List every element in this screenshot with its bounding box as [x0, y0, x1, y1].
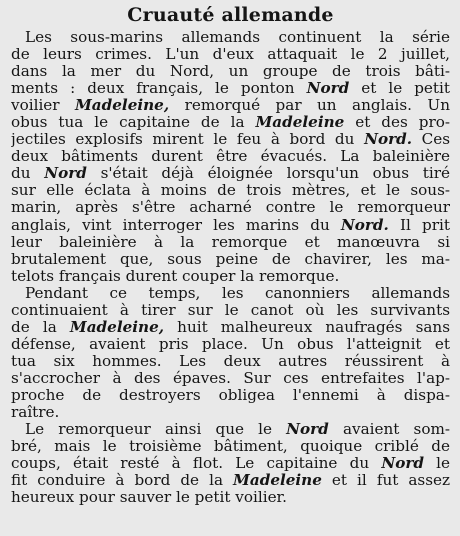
- ship-name: Madeleine,: [69, 318, 165, 336]
- text-run: voilier: [11, 97, 75, 115]
- text-line: [11, 387, 450, 404]
- text-run: et des pro-: [344, 114, 450, 132]
- text-line: [11, 29, 450, 46]
- text-line: [11, 199, 450, 216]
- text-run: marin, après s'être acharné contre le remorqueur: [11, 199, 450, 217]
- text-line: [11, 131, 450, 148]
- text-run: tua six hommes. Les deux autres réussirent à: [11, 352, 450, 370]
- text-line: [11, 217, 450, 234]
- text-line: [11, 251, 450, 268]
- text-run: continuaient à tirer sur le canot où les survivants: [11, 301, 450, 319]
- text-line: [11, 114, 450, 131]
- article-title: Cruauté allemande: [127, 4, 334, 26]
- text-run: avaient som-: [328, 421, 450, 439]
- text-line: [11, 268, 450, 285]
- text-line: [11, 404, 450, 421]
- ship-name: Madeleine: [255, 114, 345, 132]
- ship-name: Nord: [306, 80, 350, 98]
- text-run: anglais, vint interroger les marins du: [11, 216, 341, 234]
- ship-name: Nord: [381, 455, 424, 473]
- text-run: de leurs crimes. L'un d'eux attaquait le 2 juillet,: [11, 46, 450, 64]
- text-line: [11, 319, 450, 336]
- text-run: le: [423, 455, 450, 473]
- text-run: et le petit: [349, 80, 450, 98]
- text-run: jectiles explosifs mirent le feu à bord du: [11, 131, 365, 149]
- text-run: Ces: [411, 131, 450, 149]
- text-run: leur baleinière à la remorque et manœuvra si: [11, 233, 450, 251]
- text-run: Il prit: [388, 216, 450, 234]
- text-line: [11, 302, 450, 319]
- text-run: défense, avaient pris place. Un obus l'atteignit et: [11, 335, 450, 353]
- text-line: [11, 438, 450, 455]
- text-line: [11, 455, 450, 472]
- text-line: [11, 80, 450, 97]
- text-line: [11, 148, 450, 165]
- text-run: du: [11, 165, 45, 183]
- ship-name: Nord: [44, 165, 87, 183]
- text-line: [11, 353, 450, 370]
- text-run: s'accrocher à des épaves. Sur ces entrefaites l'ap-: [11, 369, 450, 387]
- text-run: fit conduire à bord de la: [11, 472, 234, 490]
- ship-name: Nord.: [340, 216, 389, 234]
- text-run: brutalement que, sous peine de chavirer, les ma-: [11, 250, 450, 268]
- text-run: ments : deux français, le ponton: [11, 80, 307, 98]
- text-run: Pendant ce temps, les canonniers allemands: [25, 284, 450, 302]
- text-run: proche de destroyers obligea l'ennemi à dispa-: [11, 386, 450, 404]
- text-run: de la: [11, 318, 70, 336]
- text-line: [11, 285, 450, 302]
- text-line: [11, 421, 450, 438]
- text-run: Les sous-marins allemands continuent la série: [25, 29, 450, 46]
- text-run: huit malheureux naufragés sans: [164, 318, 450, 336]
- text-run: dans la mer du Nord, un groupe de trois bâti-: [11, 63, 450, 81]
- text-run: remorqué par un anglais. Un: [169, 97, 450, 115]
- ship-name: Nord: [286, 421, 329, 439]
- text-line: [11, 63, 450, 80]
- text-line: [11, 182, 450, 199]
- text-run: obus tua le capitaine de la: [11, 114, 256, 132]
- text-run: coups, était resté à flot. Le capitaine du: [11, 455, 382, 473]
- text-line: [11, 370, 450, 387]
- ship-name: Madeleine: [233, 472, 322, 490]
- text-run: Le remorqueur ainsi que le: [25, 421, 287, 439]
- text-line: [11, 165, 450, 182]
- article-body: [11, 29, 450, 506]
- text-line: [11, 234, 450, 251]
- text-run: s'était déjà éloignée lorsqu'un obus tiré: [86, 165, 450, 183]
- text-run: deux bâtiments durent être évacués. La baleinière: [11, 148, 450, 166]
- text-run: bré, mais le troisième bâtiment, quoique criblé de: [11, 438, 450, 456]
- text-run: sur elle éclata à moins de trois mètres, et le sous-: [11, 182, 450, 200]
- text-line: [11, 336, 450, 353]
- text-run: et il fut assez: [321, 472, 450, 490]
- text-line: [11, 489, 450, 506]
- text-line: [11, 46, 450, 63]
- text-run: heureux pour sauver le petit voilier.: [11, 489, 287, 507]
- text-line: [11, 472, 450, 489]
- ship-name: Madeleine,: [74, 97, 170, 115]
- text-run: telots français durent couper la remorque.: [11, 267, 340, 285]
- text-run: raître.: [11, 404, 60, 422]
- ship-name: Nord.: [364, 131, 412, 149]
- text-line: [11, 97, 450, 114]
